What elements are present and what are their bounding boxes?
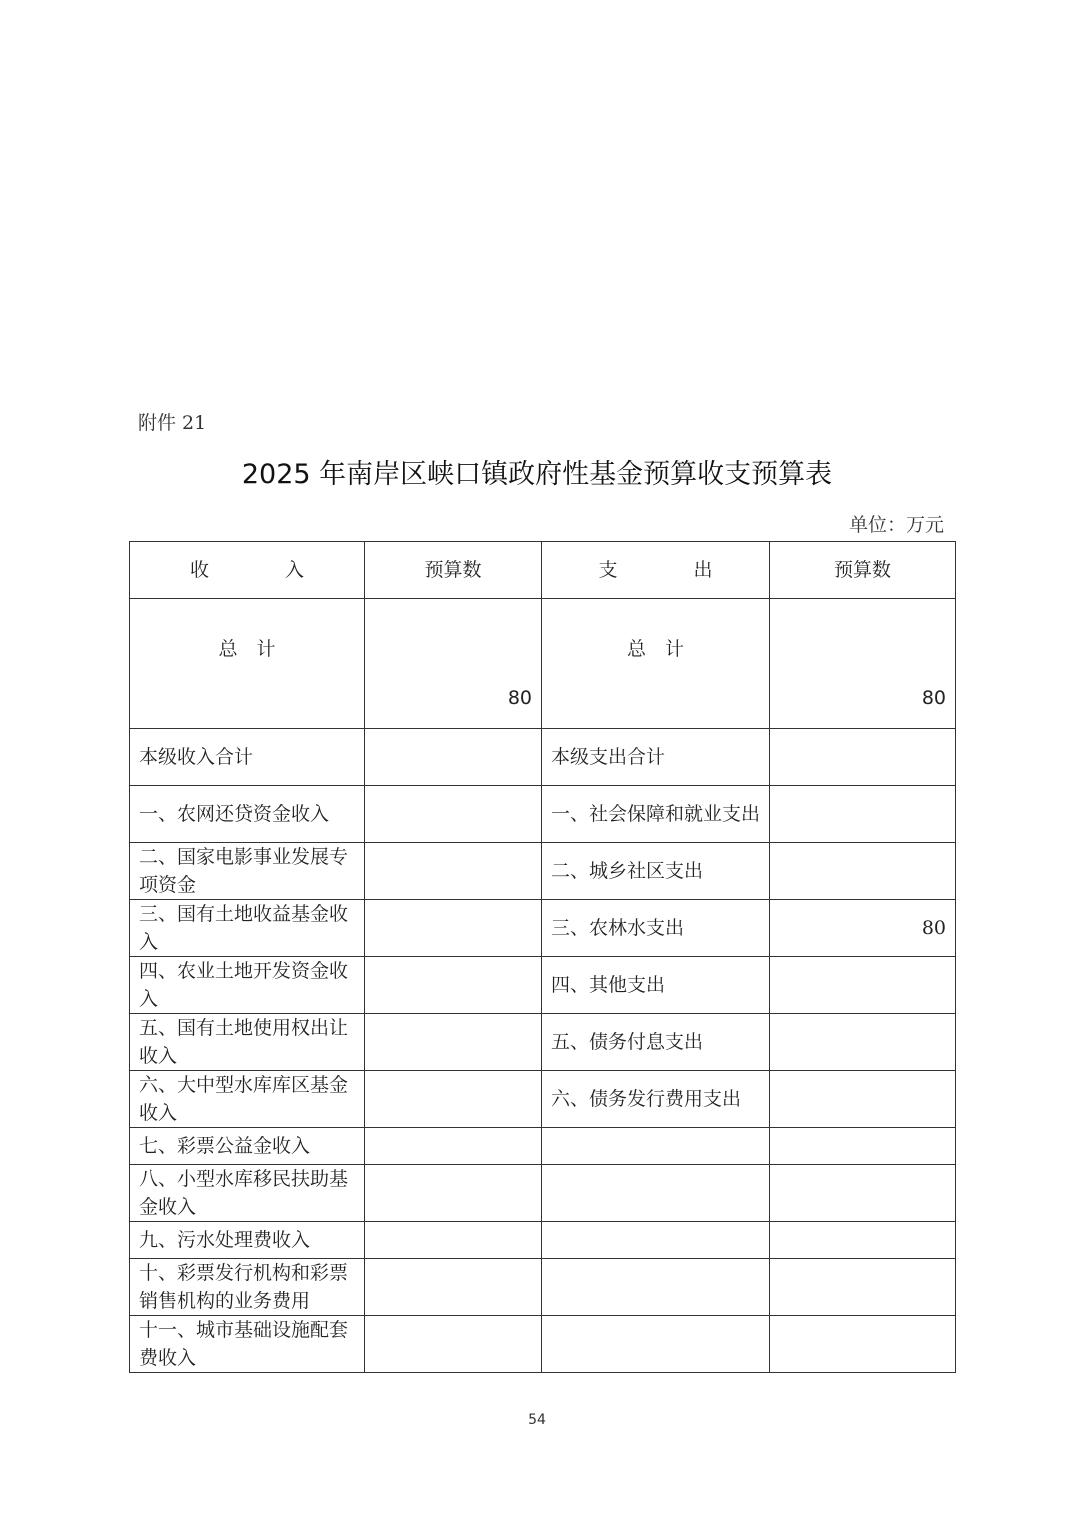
expense-item-value bbox=[770, 1222, 956, 1259]
expense-item-value bbox=[770, 1014, 956, 1071]
expense-total-label: 总 计 bbox=[626, 637, 684, 660]
expense-subtotal-value bbox=[770, 729, 956, 786]
expense-budget-header: 预算数 bbox=[770, 542, 956, 599]
expense-item bbox=[542, 1128, 770, 1165]
table-row bbox=[130, 1259, 956, 1316]
expense-item-value bbox=[770, 1165, 956, 1222]
document-title: 2025 年南岸区峡口镇政府性基金预算收支预算表 bbox=[241, 459, 833, 490]
expense-total-value: 80 bbox=[770, 599, 956, 729]
expense-item-value bbox=[770, 786, 956, 843]
income-subtotal-label: 本级收入合计 bbox=[130, 729, 365, 786]
expense-item bbox=[542, 1222, 770, 1259]
income-item-value bbox=[365, 843, 542, 900]
income-item-value bbox=[365, 900, 542, 957]
expense-item-value bbox=[770, 843, 956, 900]
budget-table bbox=[129, 541, 956, 1373]
table-row bbox=[130, 1014, 956, 1071]
subtotal-row bbox=[130, 729, 956, 786]
page-number: 54 bbox=[528, 1412, 546, 1428]
expense-item-value bbox=[770, 1259, 956, 1316]
income-item-value bbox=[365, 957, 542, 1014]
table-row bbox=[130, 957, 956, 1014]
income-item-value bbox=[365, 1259, 542, 1316]
expense-header: 支 出 bbox=[542, 542, 770, 599]
income-item: 六、大中型水库库区基金收入 bbox=[130, 1071, 365, 1128]
income-subtotal-value bbox=[365, 729, 542, 786]
expense-item: 四、其他支出 bbox=[542, 957, 770, 1014]
expense-item: 五、债务付息支出 bbox=[542, 1014, 770, 1071]
income-item-value bbox=[365, 1316, 542, 1373]
unit-label: 单位：万元 bbox=[848, 514, 944, 536]
income-item: 一、农网还贷资金收入 bbox=[130, 786, 365, 843]
income-item: 十一、城市基础设施配套费收入 bbox=[130, 1316, 365, 1373]
income-total-label: 总 计 bbox=[218, 637, 276, 660]
expense-item bbox=[542, 1259, 770, 1316]
expense-item bbox=[542, 1316, 770, 1373]
income-item-value bbox=[365, 1014, 542, 1071]
income-item: 二、国家电影事业发展专项资金 bbox=[130, 843, 365, 900]
table-row bbox=[130, 1316, 956, 1373]
income-budget-header: 预算数 bbox=[365, 542, 542, 599]
table-row bbox=[130, 1128, 956, 1165]
income-item: 九、污水处理费收入 bbox=[130, 1222, 365, 1259]
header-row bbox=[130, 542, 956, 599]
expense-item-value bbox=[770, 957, 956, 1014]
expense-item-value bbox=[770, 1316, 956, 1373]
income-header: 收 入 bbox=[130, 542, 365, 599]
table-row bbox=[130, 1071, 956, 1128]
table-row bbox=[130, 843, 956, 900]
expense-total-label-cell bbox=[542, 599, 770, 729]
table-row bbox=[130, 786, 956, 843]
expense-item: 二、城乡社区支出 bbox=[542, 843, 770, 900]
table-row bbox=[130, 900, 956, 957]
expense-item-value bbox=[770, 1128, 956, 1165]
income-item: 七、彩票公益金收入 bbox=[130, 1128, 365, 1165]
expense-subtotal-label: 本级支出合计 bbox=[542, 729, 770, 786]
income-item-value bbox=[365, 1165, 542, 1222]
expense-item-value: 80 bbox=[770, 900, 956, 957]
income-item: 八、小型水库移民扶助基金收入 bbox=[130, 1165, 365, 1222]
table-row bbox=[130, 1165, 956, 1222]
expense-item: 三、农林水支出 bbox=[542, 900, 770, 957]
income-item-value bbox=[365, 786, 542, 843]
expense-item-value bbox=[770, 1071, 956, 1128]
expense-item: 一、社会保障和就业支出 bbox=[542, 786, 770, 843]
income-total-value: 80 bbox=[365, 599, 542, 729]
expense-item bbox=[542, 1165, 770, 1222]
income-item-value bbox=[365, 1222, 542, 1259]
income-item-value bbox=[365, 1128, 542, 1165]
attachment-label: 附件 21 bbox=[138, 412, 207, 434]
table-row bbox=[130, 1222, 956, 1259]
income-item: 五、国有土地使用权出让收入 bbox=[130, 1014, 365, 1071]
expense-item: 六、债务发行费用支出 bbox=[542, 1071, 770, 1128]
income-item: 三、国有土地收益基金收入 bbox=[130, 900, 365, 957]
income-total-label-cell bbox=[130, 599, 365, 729]
income-item-value bbox=[365, 1071, 542, 1128]
total-row bbox=[130, 599, 956, 729]
income-item: 四、农业土地开发资金收入 bbox=[130, 957, 365, 1014]
income-item: 十、彩票发行机构和彩票销售机构的业务费用 bbox=[130, 1259, 365, 1316]
